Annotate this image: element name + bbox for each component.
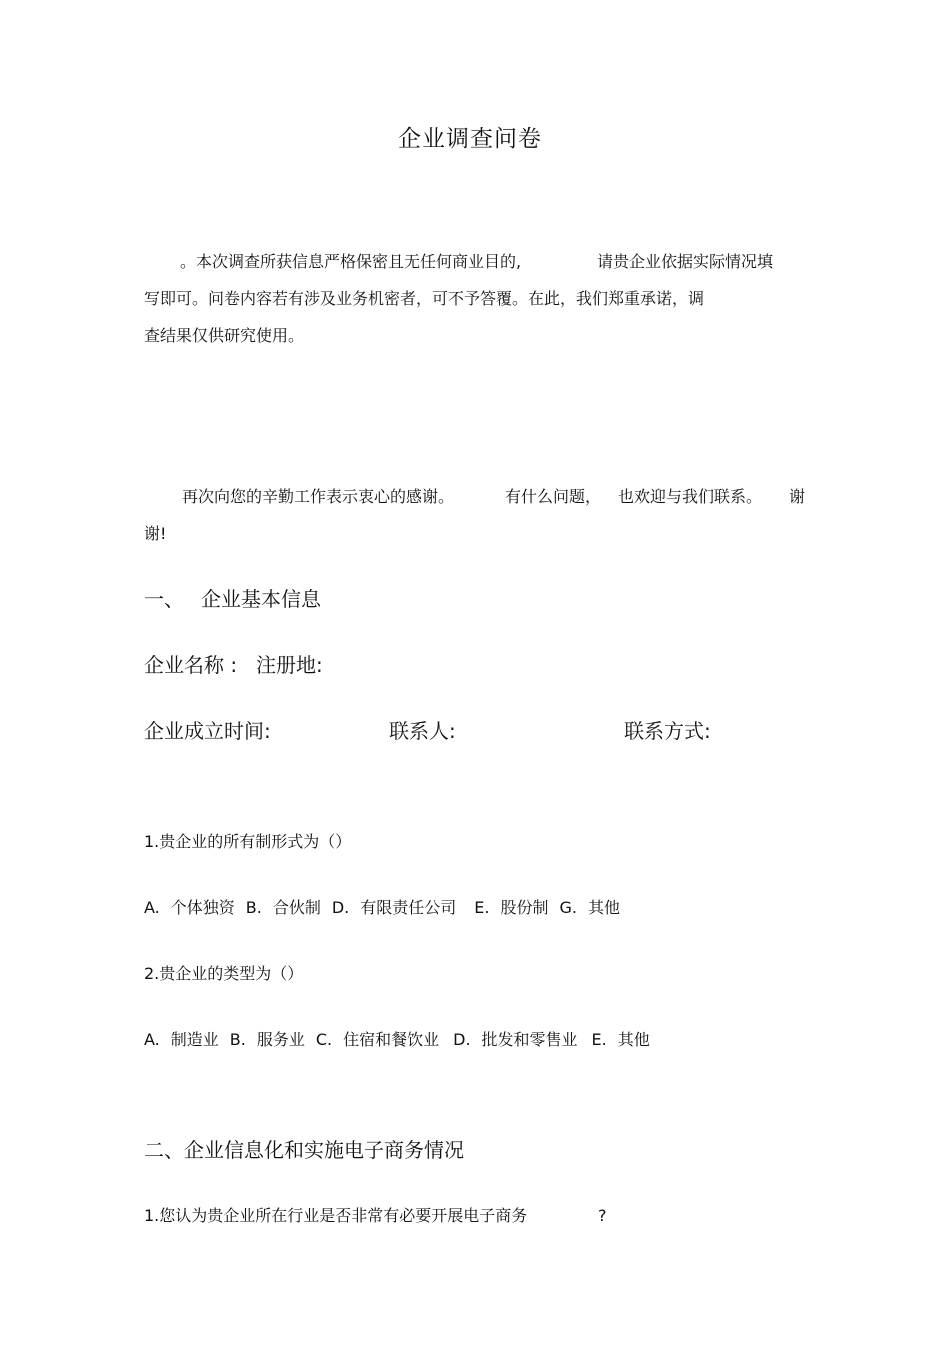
option-text: 合伙制 (272, 898, 321, 917)
thanks-part-3: 也欢迎与我们联系。 (618, 487, 763, 506)
option-text: 有限责任公司 (360, 898, 457, 917)
option-letter: E. (474, 898, 490, 917)
section-1-heading: 企业基本信息 (201, 587, 321, 611)
thanks-part-4: 谢 (789, 487, 806, 506)
question-mark: ? (598, 1206, 607, 1225)
option-text: 服务业 (256, 1030, 305, 1049)
option-text: 股份制 (500, 898, 549, 917)
option-list-ownership (144, 900, 620, 916)
question-ownership: 1.贵企业的所有制形式为（） (144, 832, 352, 851)
field-registered-location: 注册地: (256, 653, 323, 677)
intro-line-1b: 请贵企业依据实际情况填 (597, 252, 774, 271)
option-letter: C. (315, 1030, 333, 1049)
option-text: 住宿和餐饮业 (343, 1030, 440, 1049)
option-letter: B. (245, 898, 262, 917)
field-contact-method: 联系方式: (624, 719, 711, 743)
option-letter: A. (144, 898, 160, 917)
option-text: 其他 (587, 898, 620, 917)
page-title: 企业调查问卷 (398, 126, 542, 152)
option-letter: B. (229, 1030, 246, 1049)
section-2-heading: 二、企业信息化和实施电子商务情况 (144, 1138, 464, 1162)
intro-line-2: 写即可。问卷内容若有涉及业务机密者，可不予答覆。在此，我们郑重承诺，调 (144, 289, 705, 308)
option-letter: A. (144, 1030, 160, 1049)
field-contact-person: 联系人: (389, 719, 456, 743)
question-industry-type: 2.贵企业的类型为（） (144, 964, 304, 983)
option-letter: G. (559, 898, 577, 917)
thanks-part-1: 再次向您的辛勤工作表示衷心的感谢。 (182, 487, 455, 506)
option-text: 制造业 (170, 1030, 219, 1049)
section-1-number: 一、 (144, 587, 184, 611)
option-letter: D. (331, 898, 350, 917)
field-founded-date: 企业成立时间: (144, 719, 271, 743)
thanks-part-2: 有什么问题， (505, 487, 602, 506)
option-list-industry-type (144, 1032, 650, 1048)
option-text: 其他 (617, 1030, 650, 1049)
option-letter: D. (453, 1030, 471, 1049)
option-text: 个体独资 (170, 898, 235, 917)
field-company-name: 企业名称 : (144, 653, 238, 677)
question-ecommerce-necessity: 1.您认为贵企业所在行业是否非常有必要开展电子商务 (144, 1206, 528, 1225)
option-letter: E. (591, 1030, 607, 1049)
option-text: 批发和零售业 (481, 1030, 578, 1049)
thanks-line-2: 谢! (144, 524, 167, 543)
intro-line-1a: 。本次调查所获信息严格保密且无任何商业目的, (180, 252, 522, 271)
intro-line-3: 查结果仅供研究使用。 (144, 326, 305, 345)
